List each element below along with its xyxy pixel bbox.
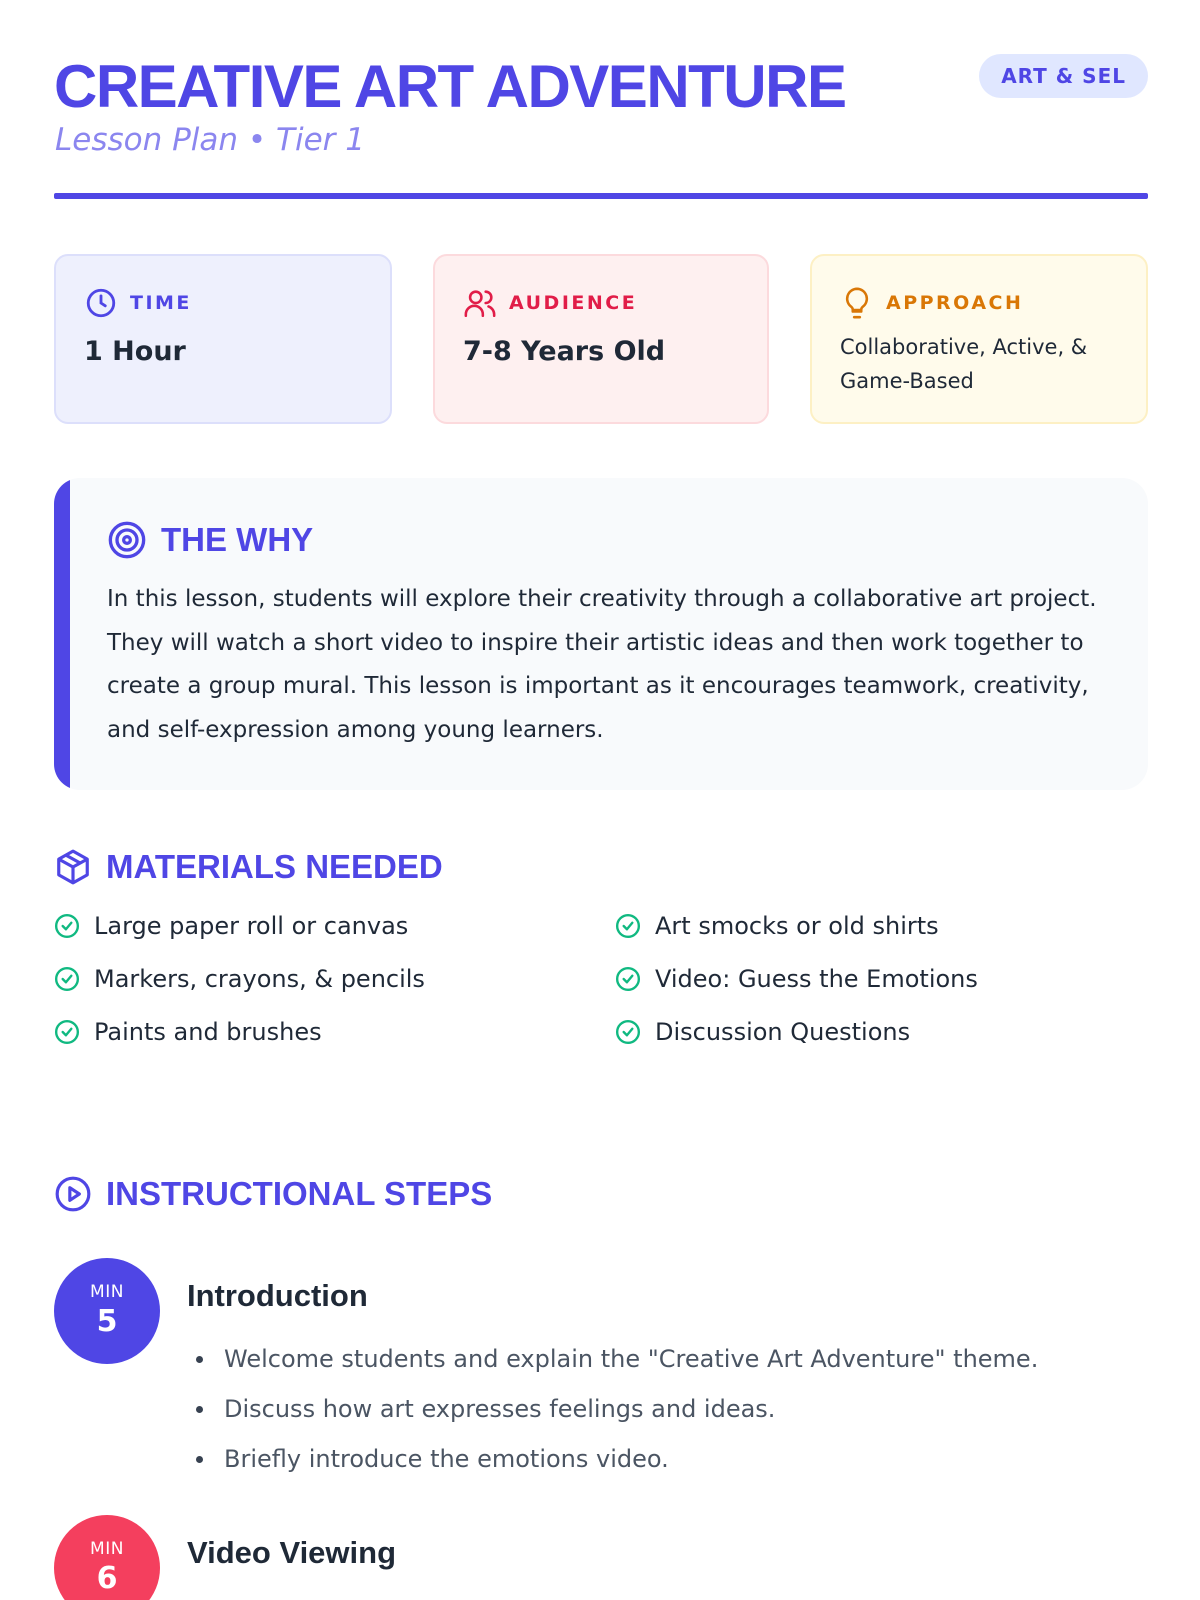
list-item	[615, 1018, 910, 1046]
materials-list	[54, 912, 1148, 1082]
accent-bar	[54, 478, 70, 790]
lesson-header	[54, 50, 1148, 200]
minutes-value: 6	[96, 1561, 118, 1596]
audience-card	[433, 254, 769, 424]
minutes-badge	[54, 1258, 160, 1364]
time-label: TIME	[130, 292, 192, 314]
why-title: THE WHY	[161, 521, 314, 558]
list-item: Discuss how art expresses feelings and ideas.	[194, 1384, 1134, 1434]
materials-heading	[54, 848, 443, 886]
minutes-label: MIN	[90, 1282, 124, 1302]
list-item	[54, 965, 425, 993]
step-title: Video Viewing	[187, 1535, 397, 1570]
list-item: Welcome students and explain the "Creative Art Adventure" theme.	[194, 1334, 1134, 1384]
check-circle-icon	[54, 1019, 80, 1045]
step-video-viewing	[54, 1515, 1148, 1600]
minutes-label: MIN	[90, 1539, 124, 1559]
time-value: 1 Hour	[84, 336, 186, 367]
material-label: Art smocks or old shirts	[655, 912, 939, 940]
info-cards	[54, 254, 1148, 424]
step-introduction	[54, 1258, 1148, 1473]
material-label: Discussion Questions	[655, 1018, 911, 1046]
check-circle-icon	[615, 913, 641, 939]
check-circle-icon	[615, 1019, 641, 1045]
step-title: Introduction	[187, 1278, 368, 1313]
material-label: Video: Guess the Emotions	[655, 965, 978, 993]
approach-label: APPROACH	[886, 292, 1024, 314]
why-section	[54, 478, 1148, 790]
step-bullets	[194, 1334, 1134, 1484]
steps-heading	[54, 1175, 492, 1213]
check-circle-icon	[54, 966, 80, 992]
approach-value: Collaborative, Active, & Game-Based	[840, 335, 1088, 393]
time-card	[54, 254, 392, 424]
list-item: Briefly introduce the emotions video.	[194, 1434, 1134, 1484]
why-body: In this lesson, students will explore their creativity through a collaborative art project. They will watch a short video to inspire their artistic ideas and then work together to create a group mural. This lesson is important as it encourages teamwork, creativity, and self-expression among young learners.	[107, 586, 1097, 743]
list-item	[615, 965, 978, 993]
clock-icon	[84, 286, 118, 320]
play-circle-icon	[54, 1175, 92, 1213]
list-item	[54, 912, 408, 940]
check-circle-icon	[615, 966, 641, 992]
list-item	[615, 912, 939, 940]
page-subtitle: Lesson Plan • Tier 1	[55, 122, 365, 158]
material-label: Markers, crayons, & pencils	[94, 965, 425, 993]
list-item	[54, 1018, 322, 1046]
steps-title: INSTRUCTIONAL STEPS	[106, 1175, 493, 1212]
audience-value: 7-8 Years Old	[463, 336, 666, 367]
page-title: CREATIVE ART ADVENTURE	[54, 53, 846, 120]
users-icon	[463, 286, 497, 320]
minutes-value: 5	[96, 1304, 118, 1339]
lightbulb-icon	[840, 286, 874, 320]
header-divider	[54, 193, 1148, 199]
check-circle-icon	[54, 913, 80, 939]
target-icon	[107, 520, 147, 560]
audience-label: AUDIENCE	[509, 292, 638, 314]
package-icon	[54, 848, 92, 886]
material-label: Paints and brushes	[94, 1018, 322, 1046]
material-label: Large paper roll or canvas	[94, 912, 409, 940]
materials-title: MATERIALS NEEDED	[106, 848, 443, 885]
minutes-badge	[54, 1515, 160, 1600]
subject-tag: ART & SEL	[979, 54, 1148, 98]
approach-card	[810, 254, 1148, 424]
